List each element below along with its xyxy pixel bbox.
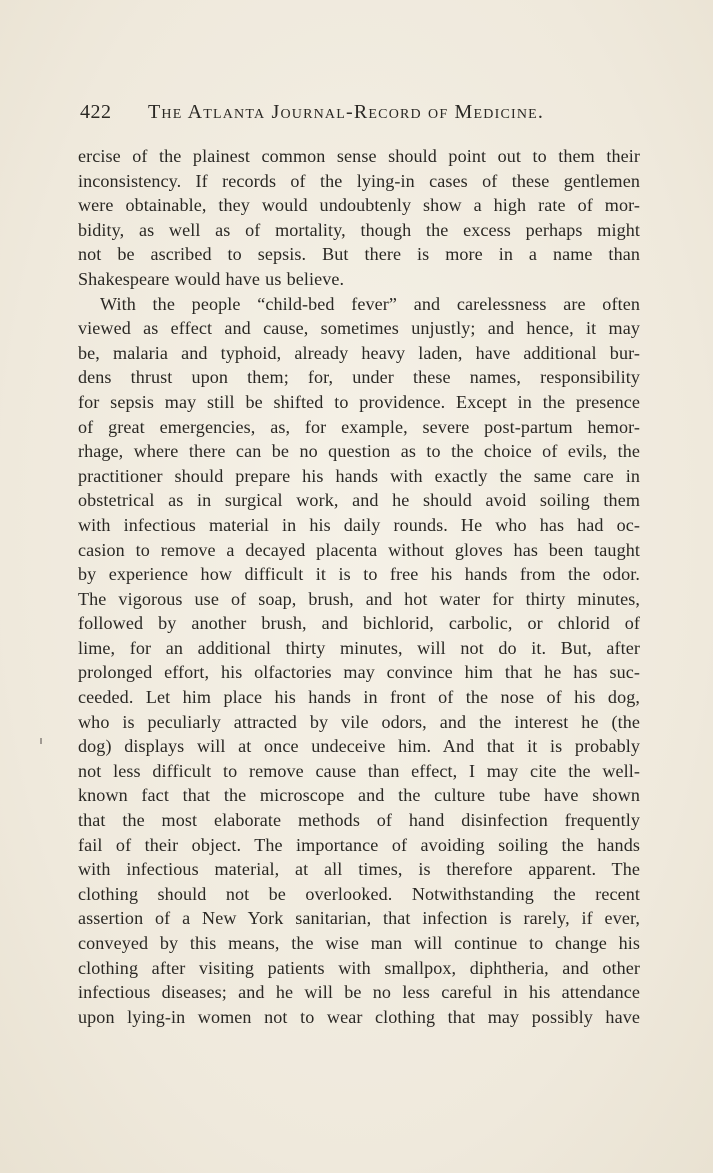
text-line: of great emergencies, as, for example, severe post-partum hemor- <box>78 416 640 437</box>
text-line: conveyed by this means, the wise man will continue to change his <box>78 933 640 953</box>
text-line: be, malaria and typhoid, already heavy laden, have additional bur- <box>78 342 640 363</box>
text-line: with infectious material in his daily rounds. He who has had oc- <box>78 514 640 535</box>
text-line: casion to remove a decayed placenta without gloves has been taught <box>78 539 640 560</box>
text-line: bidity, as well as of mortality, though the excess perhaps might <box>78 219 640 240</box>
text-line: With the people “child-bed fever” and carelessness are often <box>100 293 640 314</box>
text-line: for sepsis may still be shifted to providence. Except in the presence <box>78 391 640 412</box>
text-line: not be ascribed to sepsis. But there is more in a name than <box>78 244 640 265</box>
text-line: by experience how difficult it is to free his hands from the odor. <box>78 564 640 585</box>
text-line: not less difficult to remove cause than effect, I may cite the well- <box>78 760 640 781</box>
text-line: dog) displays will at once undeceive him. And that it is probably <box>78 736 640 757</box>
text-line: clothing after visiting patients with smallpox, diphtheria, and other <box>78 957 640 978</box>
page-number: 422 <box>80 101 112 123</box>
text-line: known fact that the microscope and the culture tube have shown <box>78 785 640 806</box>
text-line: rhage, where there can be no question as to the choice of evils, the <box>78 441 640 462</box>
text-line: inconsistency. If records of the lying-in cases of these gentlemen <box>78 170 640 191</box>
text-line: that the most elaborate methods of hand disinfection frequently <box>78 810 640 831</box>
text-line: who is peculiarly attracted by vile odors, and the interest he (the <box>78 711 640 732</box>
text-line: ceeded. Let him place his hands in front of the nose of his dog, <box>78 687 640 708</box>
text-line: assertion of a New York sanitarian, that infection is rarely, if ever, <box>78 908 640 929</box>
text-line: lime, for an additional thirty minutes, will not do it. But, after <box>78 637 640 658</box>
paragraph-2 <box>78 292 640 1030</box>
text-line: infectious diseases; and he will be no less careful in his attendance <box>78 982 640 1003</box>
text-line: practitioner should prepare his hands with exactly the same care in <box>78 465 640 486</box>
text-line: fail of their object. The importance of avoiding soiling the hands <box>78 834 640 855</box>
text-line: followed by another brush, and bichlorid, carbolic, or chlorid of <box>78 613 640 634</box>
margin-speck <box>40 738 42 744</box>
text-line: dens thrust upon them; for, under these names, responsibility <box>78 367 640 388</box>
running-header <box>80 101 640 127</box>
paragraph-1 <box>78 144 640 292</box>
text-line: with infectious material, at all times, is therefore apparent. The <box>78 859 640 880</box>
text-line: viewed as effect and cause, sometimes unjustly; and hence, it may <box>78 318 640 339</box>
text-line: were obtainable, they would undoubtenly show a high rate of mor- <box>78 195 640 216</box>
text-line: The vigorous use of soap, brush, and hot water for thirty minutes, <box>78 588 640 609</box>
running-title: The Atlanta Journal-Record of Medicine. <box>148 101 545 123</box>
text-line: clothing should not be overlooked. Notwithstanding the recent <box>78 883 640 904</box>
text-line: obstetrical as in surgical work, and he should avoid soiling them <box>78 490 640 511</box>
text-line: prolonged effort, his olfactories may convince him that he has suc- <box>78 662 640 683</box>
text-line: upon lying-in women not to wear clothing that may possibly have <box>78 1006 640 1027</box>
text-line: ercise of the plainest common sense should point out to them their <box>78 146 640 166</box>
text-line: Shakespeare would have us believe. <box>78 268 345 289</box>
body-text <box>78 144 640 1029</box>
